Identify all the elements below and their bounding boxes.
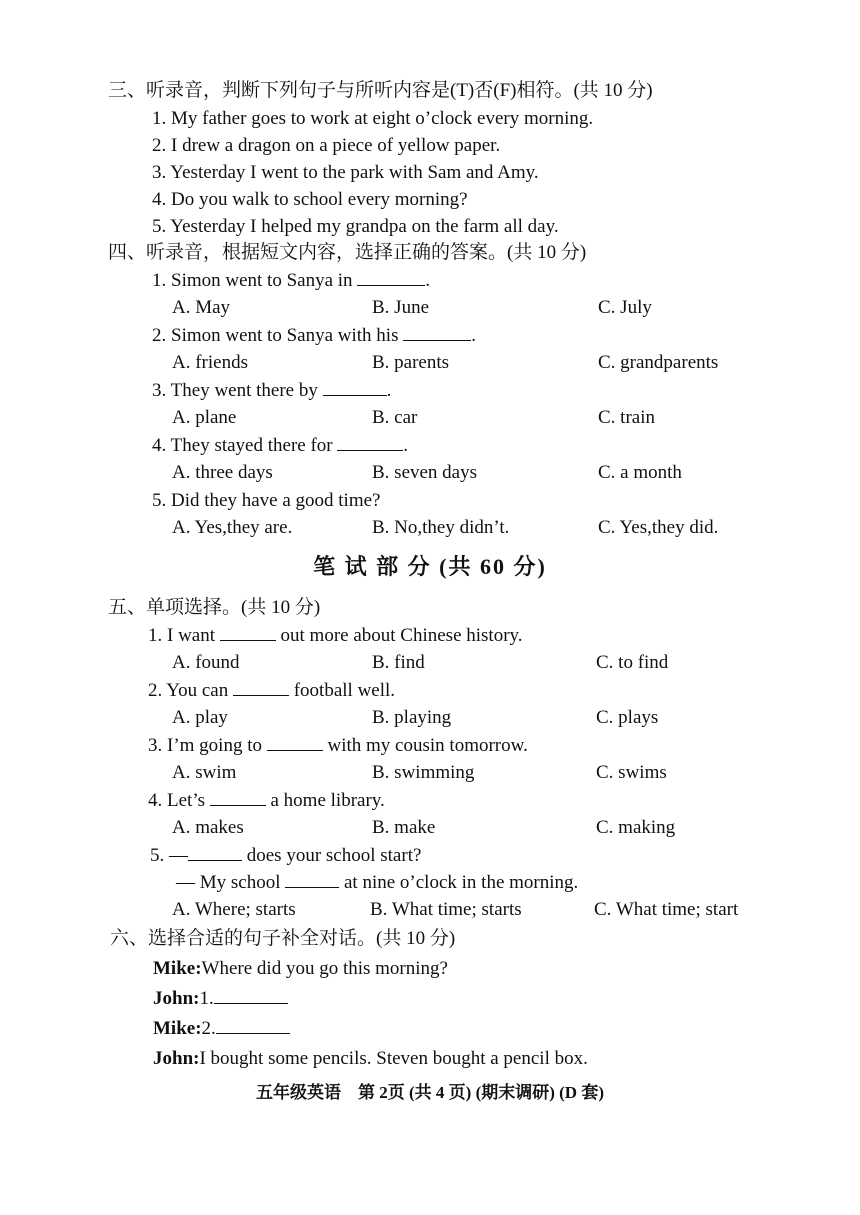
s5-question-2 xyxy=(148,679,395,703)
dialog-number: 1. xyxy=(199,988,214,1009)
speaker-name: John: xyxy=(153,1048,200,1069)
answer-blank xyxy=(214,987,288,1004)
s5-question-3 xyxy=(148,734,528,758)
s4-question-1 xyxy=(152,269,430,293)
s5-q4-option-b: B. make xyxy=(372,817,436,838)
s5-q5-option-c: C. What time; start xyxy=(594,899,739,920)
dialog-line-4 xyxy=(153,1047,588,1071)
s5-q2-option-a: A. play xyxy=(172,707,228,728)
s4-q2-stem: 2. Simon went to Sanya with his xyxy=(152,325,399,346)
s4-q3-option-c: C. train xyxy=(598,407,655,428)
s4-q4-stem: 4. They stayed there for xyxy=(152,435,333,456)
s5-question-1 xyxy=(148,624,523,648)
speaker-name: Mike: xyxy=(153,1018,202,1039)
answer-blank xyxy=(357,269,425,286)
s4-q4-option-b: B. seven days xyxy=(372,462,478,483)
section-6-heading: 六、选择合适的句子补全对话。(共 10 分) xyxy=(110,928,456,949)
s4-question-4 xyxy=(152,434,408,458)
s5-q1-option-c: C. to find xyxy=(596,652,669,673)
s5-question-5-line-2 xyxy=(176,871,578,895)
answer-blank xyxy=(323,379,387,396)
s4-q1-stem: 1. Simon went to Sanya in xyxy=(152,270,353,291)
section-3-item-5: 5. Yesterday I helped my grandpa on the farm all day. xyxy=(152,216,559,237)
answer-blank xyxy=(210,789,266,806)
s4-q3-stem: 3. They went there by xyxy=(152,380,318,401)
s5-q5-reply-tail: at nine o’clock in the morning. xyxy=(344,872,579,893)
s4-q1-period: . xyxy=(425,270,431,291)
s5-q1-stem: 1. I want xyxy=(148,625,216,646)
s4-q4-option-a: A. three days xyxy=(172,462,273,483)
s4-q4-option-c: C. a month xyxy=(598,462,682,483)
answer-blank xyxy=(233,679,289,696)
s4-q2-option-a: A. friends xyxy=(172,352,248,373)
answer-blank xyxy=(337,434,403,451)
s4-q2-option-c: C. grandparents xyxy=(598,352,719,373)
s5-question-5-line-1 xyxy=(150,844,421,868)
s5-q1-tail: out more about Chinese history. xyxy=(280,625,523,646)
dialog-number: 2. xyxy=(201,1018,216,1039)
dialog-text: Where did you go this morning? xyxy=(201,958,448,979)
s5-q3-option-c: C. swims xyxy=(596,762,667,783)
answer-blank xyxy=(285,871,339,888)
speaker-name: Mike: xyxy=(153,958,202,979)
s5-q3-option-b: B. swimming xyxy=(372,762,475,783)
section-3-item-3: 3. Yesterday I went to the park with Sam and Amy. xyxy=(152,162,539,183)
s4-q5-option-a: A. Yes,they are. xyxy=(172,517,293,538)
s4-q5-option-c: C. Yes,they did. xyxy=(598,517,719,538)
section-4-heading: 四、听录音，根据短文内容，选择正确的答案。(共 10 分) xyxy=(108,242,587,263)
page-footer: 五年级英语 第 2页 (共 4 页) (期末调研) (D 套) xyxy=(256,1083,604,1102)
speaker-name: John: xyxy=(153,988,200,1009)
s5-q1-option-a: A. found xyxy=(172,652,240,673)
s4-q1-option-b: B. June xyxy=(372,297,429,318)
dialog-line-3 xyxy=(153,1017,290,1041)
answer-blank xyxy=(188,844,242,861)
answer-blank xyxy=(267,734,323,751)
s5-q3-tail: with my cousin tomorrow. xyxy=(327,735,528,756)
s5-q2-option-b: B. playing xyxy=(372,707,452,728)
section-5-heading: 五、单项选择。(共 10 分) xyxy=(108,597,321,618)
answer-blank xyxy=(220,624,276,641)
section-3-item-1: 1. My father goes to work at eight o’clock every morning. xyxy=(152,108,594,129)
s4-q3-period: . xyxy=(386,380,392,401)
s5-q5-tail: does your school start? xyxy=(246,845,422,866)
section-3-item-4: 4. Do you walk to school every morning? xyxy=(152,189,468,210)
s5-q3-stem: 3. I’m going to xyxy=(148,735,262,756)
answer-blank xyxy=(216,1017,290,1034)
s5-q5-option-b: B. What time; starts xyxy=(370,899,522,920)
s4-q5-option-b: B. No,they didn’t. xyxy=(372,517,510,538)
s5-q3-option-a: A. swim xyxy=(172,762,237,783)
s5-q1-option-b: B. find xyxy=(372,652,425,673)
s4-q3-option-a: A. plane xyxy=(172,407,237,428)
s4-q1-option-c: C. July xyxy=(598,297,652,318)
s5-q5-option-a: A. Where; starts xyxy=(172,899,296,920)
dialog-line-1 xyxy=(153,957,448,981)
s4-question-3 xyxy=(152,379,391,403)
s5-q2-tail: football well. xyxy=(293,680,396,701)
s5-q4-tail: a home library. xyxy=(270,790,385,811)
s5-q5-stem: 5. — xyxy=(150,845,188,866)
dialog-text: I bought some pencils. Steven bought a pencil box. xyxy=(199,1048,588,1069)
answer-blank xyxy=(403,324,471,341)
section-3-item-2: 2. I drew a dragon on a piece of yellow paper. xyxy=(152,135,501,156)
s5-q4-option-c: C. making xyxy=(596,817,676,838)
s4-q2-option-b: B. parents xyxy=(372,352,450,373)
s4-q3-option-b: B. car xyxy=(372,407,418,428)
written-part-title: 笔 试 部 分 (共 60 分) xyxy=(313,554,547,579)
s4-question-2 xyxy=(152,324,476,348)
s4-q4-period: . xyxy=(403,435,409,456)
s4-q1-option-a: A. May xyxy=(172,297,231,318)
s5-q2-option-c: C. plays xyxy=(596,707,659,728)
s5-q2-stem: 2. You can xyxy=(148,680,229,701)
dialog-line-2 xyxy=(153,987,288,1011)
s5-question-4 xyxy=(148,789,385,813)
s4-question-5: 5. Did they have a good time? xyxy=(152,490,381,511)
section-3-heading: 三、听录音，判断下列句子与所听内容是(T)否(F)相符。(共 10 分) xyxy=(108,80,653,101)
s5-q5-reply-stem: — My school xyxy=(176,872,281,893)
s4-q2-period: . xyxy=(471,325,476,346)
s5-q4-stem: 4. Let’s xyxy=(148,790,205,811)
s5-q4-option-a: A. makes xyxy=(172,817,244,838)
